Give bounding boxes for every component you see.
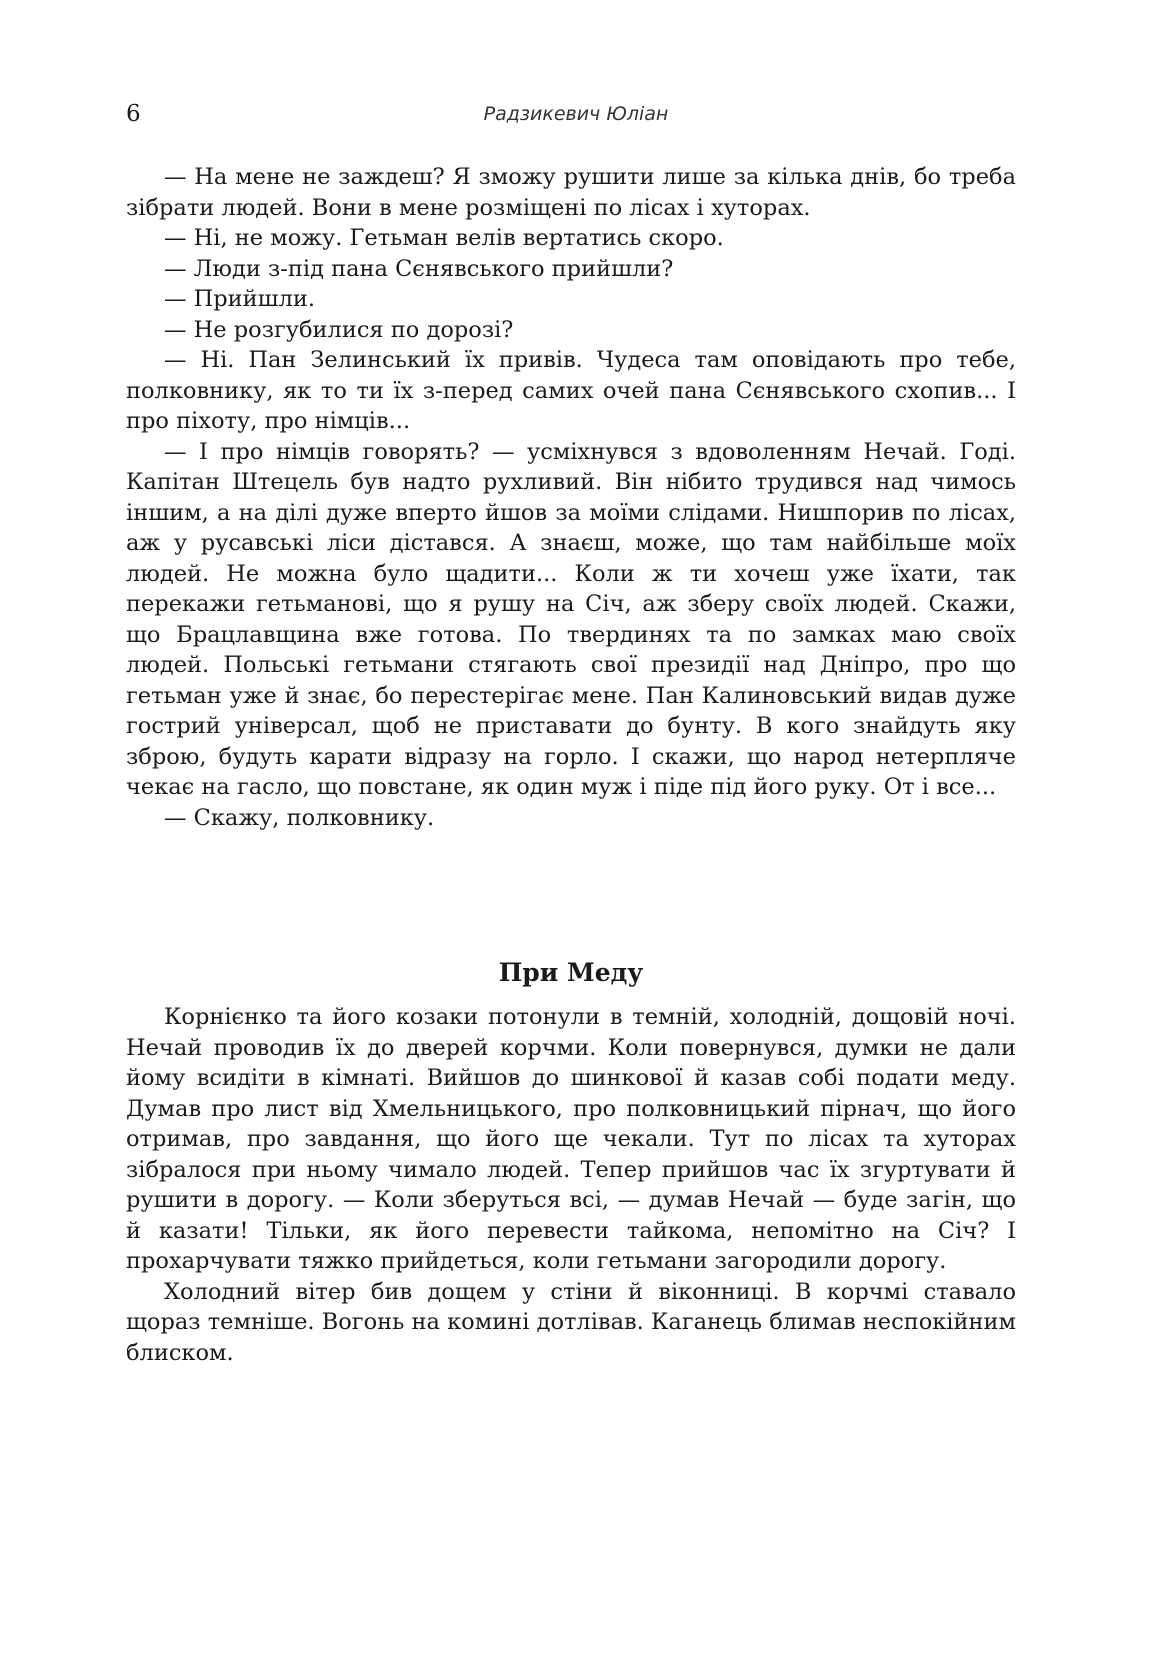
paragraph: — На мене не заждеш? Я зможу рушити лише за кілька днів, бо треба зібрати людей. Вони в мене розміщені по лісах і хуторах.: [126, 164, 1016, 221]
running-title: Радзикевич Юліан: [483, 103, 669, 125]
paragraph: — Люди з-під пана Сєнявського прийшли?: [164, 255, 674, 282]
page-number: 6: [126, 101, 141, 127]
text-section-chapter: [126, 1002, 1016, 1368]
chapter-title: При Меду: [498, 957, 644, 987]
paragraph: — Прийшли.: [164, 286, 316, 312]
paragraph: — Ні. Пан Зелинський їх привів. Чудеса там оповідають про тебе, полковнику, як то ти їх з-перед самих очей пана Сєнявського схопив... І про піхоту, про німців...: [126, 347, 1016, 434]
text-section-dialogue: [126, 162, 1016, 833]
paragraph: Корнієнко та його козаки потонули в темній, холодній, дощовій ночі. Нечай проводив їх до дверей корчми. Коли повернувся, думки не дали йому всидіти в кімнаті. Вийшов до шинкової й казав собі подати меду. Думав про лист від Хмельницького, про полковницький пірнач, що його отримав, про завдання, що його ще чекали. Тут по лісах та хуторах зібралося при ньому чимало людей. Тепер прийшов час їх згуртувати й рушити в дорогу. — Коли зберуться всі, — думав Нечай — буде загін, що й казати! Тільки, як його перевести тайкома, непомітно на Січ? І прохарчувати тяжко прийдеться, коли гетьмани загородили дорогу.: [126, 1004, 1016, 1274]
paragraph: — Ні, не можу. Гетьман велів вертатись скоро.: [164, 225, 724, 251]
running-head: [126, 96, 1026, 132]
paragraph: — Скажу, полковнику.: [164, 804, 435, 831]
paragraph: — І про німців говорять? — усміхнувся з вдоволенням Нечай. Годі. Капітан Штецель був надто рухливий. Він нібито трудився над чимось іншим, а на ділі дуже вперто йшов за моїми слідами. Нишпорив по лісах, аж у русавські ліси дістався. А знаєш, може, що там найбільше моїх людей. Не можна було щадити... Коли ж ти хочеш уже їхати, так перекажи гетьманові, що я рушу на Січ, аж зберу своїх людей. Скажи, що Брацлавщина вже готова. По твердинях та по замках маю своїх людей. Польські гетьмани стягають свої президії над Дніпро, про що гетьман уже й знає, бо перестерігає мене. Пан Калиновський видав дуже гострий універсал, щоб не приставати до бунту. В кого знайдуть яку зброю, будуть карати відразу на горло. І скажи, що народ нетерпляче чекає на гасло, що повстане, як один муж і піде під його руку. От і все...: [126, 438, 1016, 800]
paragraph: — Не розгубилися по дорозі?: [164, 316, 514, 343]
paragraph: Холодний вітер бив дощем у стіни й віконниці. В корчмі ставало щораз темніше. Вогонь на комині дотлівав. Каганець блимав неспокійним блиском.: [126, 1278, 1016, 1366]
